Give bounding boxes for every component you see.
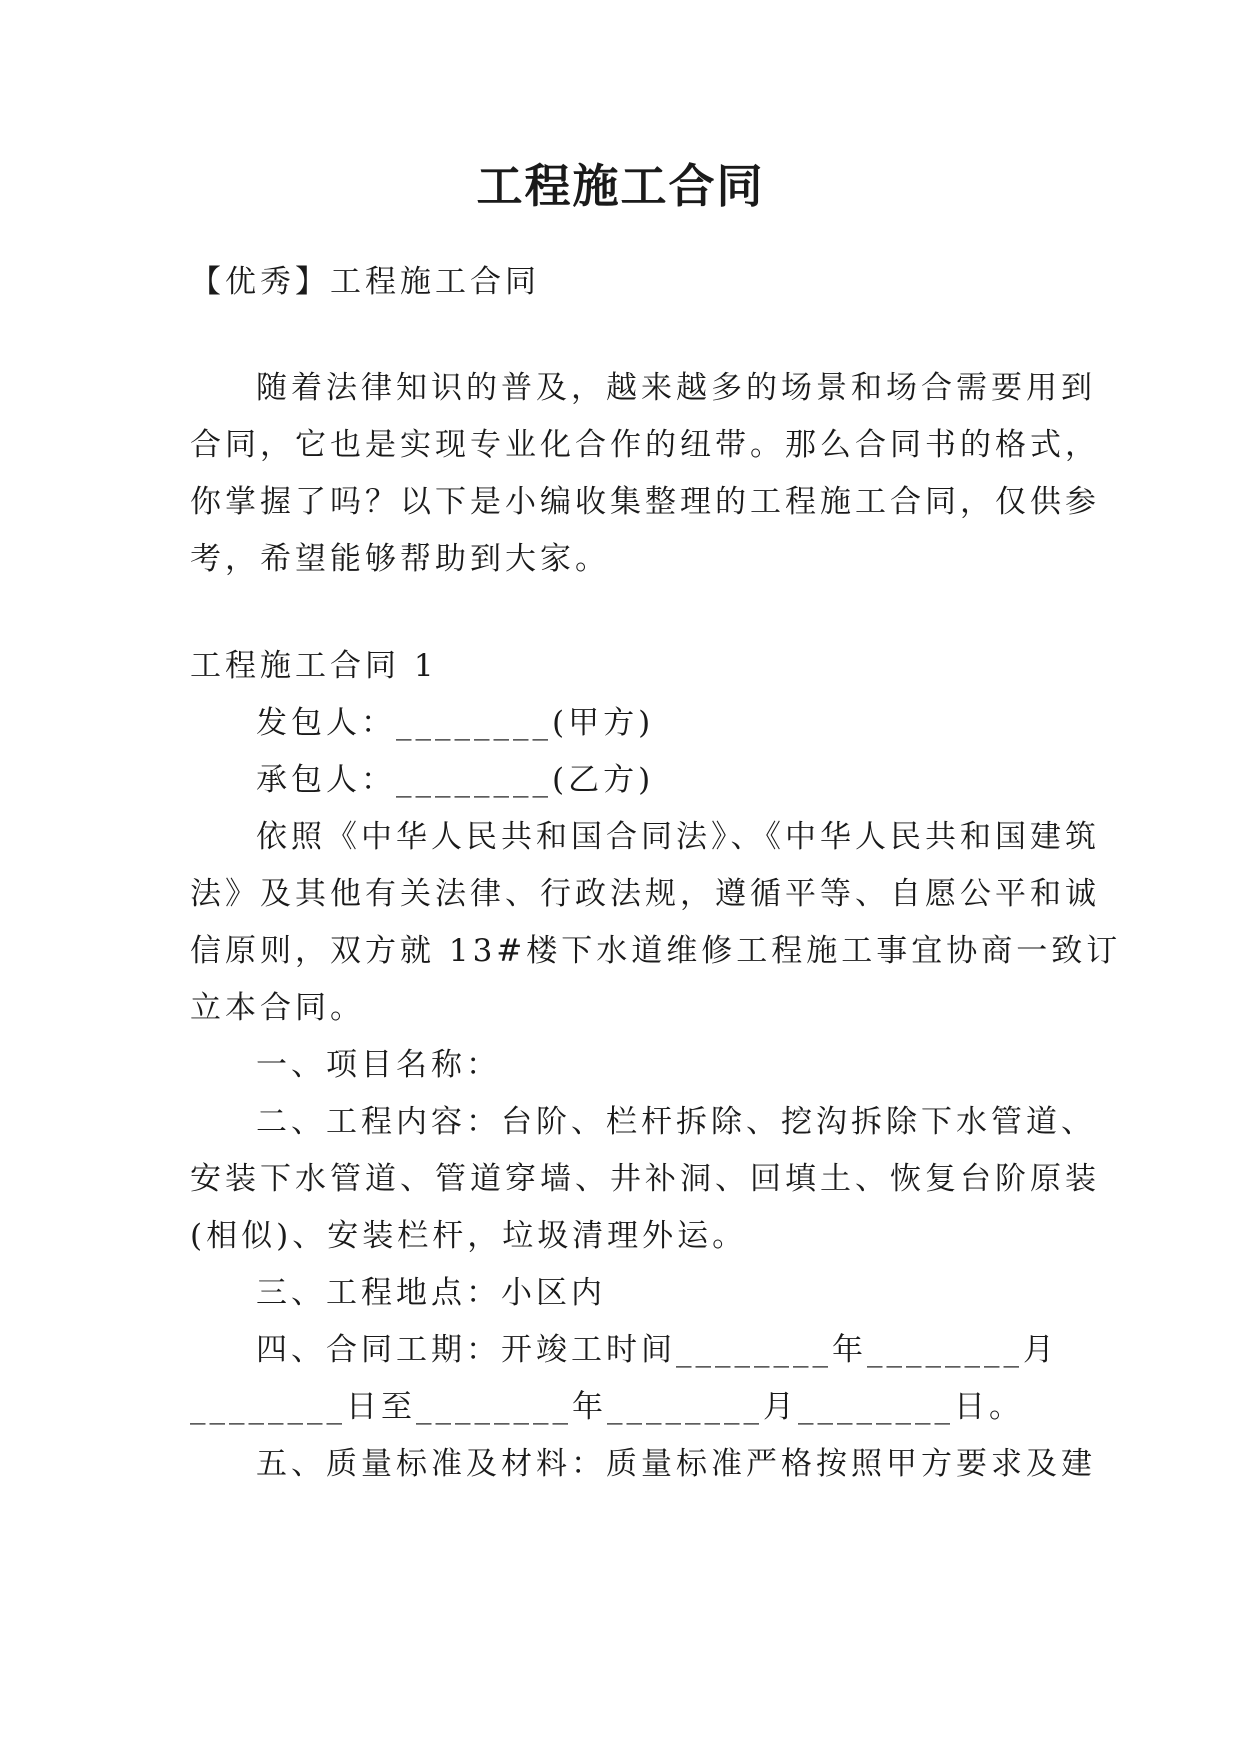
item-content-line-2: 安装下水管道、管道穿墙、井补洞、回填土、恢复台阶原装 — [190, 1161, 1100, 1197]
intro-line-4: 考，希望能够帮助到大家。 — [190, 541, 610, 577]
item-location: 三、工程地点：小区内 — [256, 1275, 606, 1311]
subtitle: 【优秀】工程施工合同 — [190, 264, 540, 300]
item-quality: 五、质量标准及材料：质量标准严格按照甲方要求及建 — [256, 1446, 1096, 1482]
contract-heading: 工程施工合同 1 — [190, 648, 438, 684]
basis-line-2: 法》及其他有关法律、行政法规，遵循平等、自愿公平和诚 — [190, 876, 1100, 912]
item-content-line-3: (相似)、安装栏杆，垃圾清理外运。 — [190, 1218, 748, 1254]
party-b: 承包人：________(乙方) — [256, 762, 655, 798]
item-period-line-2: ________日至________年________月________日。 — [190, 1389, 1024, 1425]
basis-line-4: 立本合同。 — [190, 990, 365, 1026]
basis-line-1: 依照《中华人民共和国合同法》、《中华人民共和国建筑 — [256, 819, 1100, 855]
basis-line-3: 信原则，双方就 13#楼下水道维修工程施工事宜协商一致订 — [190, 933, 1122, 969]
intro-line-2: 合同，它也是实现专业化合作的纽带。那么合同书的格式， — [190, 427, 1100, 463]
item-project-name: 一、项目名称： — [256, 1047, 501, 1083]
item-period-line-1: 四、合同工期：开竣工时间________年________月 — [256, 1332, 1058, 1368]
intro-line-3: 你掌握了吗？以下是小编收集整理的工程施工合同，仅供参 — [190, 484, 1100, 520]
page-title: 工程施工合同 — [476, 159, 765, 213]
party-a: 发包人：________(甲方) — [256, 705, 655, 741]
item-content-line-1: 二、工程内容：台阶、栏杆拆除、挖沟拆除下水管道、 — [256, 1104, 1096, 1140]
intro-line-1: 随着法律知识的普及，越来越多的场景和场合需要用到 — [256, 370, 1096, 406]
